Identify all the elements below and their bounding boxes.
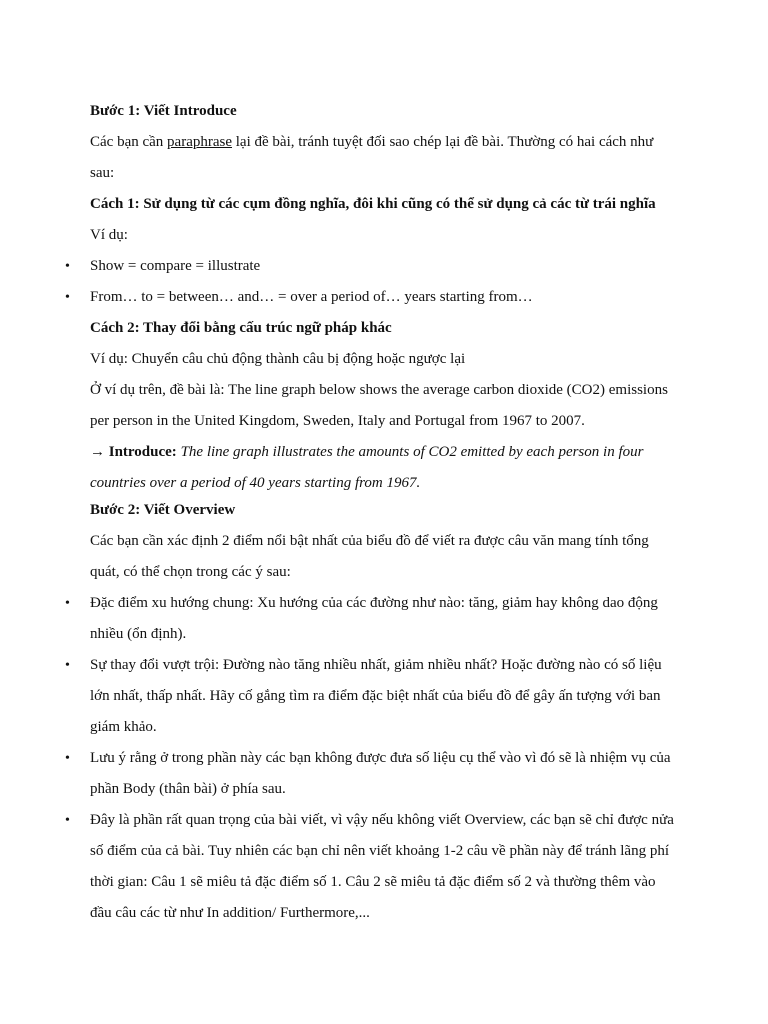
bullet-icon: • — [65, 751, 70, 766]
paraphrase-link[interactable]: paraphrase — [167, 134, 233, 150]
list-item — [65, 588, 690, 650]
step1-intro-line2: sau: — [90, 165, 115, 181]
step2-heading: Bước 2: Viết Overview — [90, 502, 236, 518]
introduce-text: The line graph illustrates the amounts of CO2 emitted by each person in four — [176, 444, 644, 460]
list-item-text: đầu câu các từ như In addition/ Furthermore,... — [90, 905, 370, 921]
bullet-icon: • — [65, 290, 70, 305]
list-item-text: Lưu ý rằng ở trong phần này các bạn không được đưa số liệu cụ thể vào vì đó sẽ là nhiệm vụ của — [90, 750, 671, 766]
list-item-text: số điểm của cả bài. Tuy nhiên các bạn chỉ nên viết khoảng 1-2 câu về phần này để tránh lãng phí — [90, 843, 669, 859]
list-item — [65, 743, 690, 805]
introduce-line1 — [90, 437, 690, 468]
example-label: Ví dụ: — [90, 227, 128, 243]
list-item-text: Show = compare = illustrate — [90, 258, 261, 274]
list-item — [65, 805, 690, 929]
bullet-icon: • — [65, 658, 70, 673]
step2-intro-line2: quát, có thể chọn trong các ý sau: — [90, 564, 291, 580]
prompt-line2: per person in the United Kingdom, Sweden, Italy and Portugal from 1967 to 2007. — [90, 413, 585, 429]
method2-heading: Cách 2: Thay đổi bằng cấu trúc ngữ pháp khác — [90, 320, 392, 336]
bullet-icon: • — [65, 259, 70, 274]
list-item-text: Đặc điểm xu hướng chung: Xu hướng của các đường như nào: tăng, giảm hay không dao động — [90, 595, 658, 611]
introduce-line2: countries over a period of 40 years starting from 1967. — [90, 475, 421, 491]
list-item-text: phần Body (thân bài) ở phía sau. — [90, 781, 286, 797]
list-item-text: lớn nhất, thấp nhất. Hãy cố gắng tìm ra điểm đặc biệt nhất của biểu đồ để gây ấn tượng với ban — [90, 688, 661, 704]
document-page — [65, 96, 690, 929]
step1-heading: Bước 1: Viết Introduce — [90, 103, 237, 119]
prompt-line1: Ở ví dụ trên, đề bài là: The line graph below shows the average carbon dioxide (CO2) emissions — [90, 382, 668, 398]
list-item — [65, 650, 690, 743]
step1-intro-rest: lại đề bài, tránh tuyệt đối sao chép lại đề bài. Thường có hai cách như — [232, 134, 654, 150]
introduce-label: Introduce: — [108, 444, 177, 460]
list-item-text: giám khảo. — [90, 719, 157, 735]
list-item-text: From… to = between… and… = over a period of… years starting from… — [90, 289, 533, 305]
method1-heading: Cách 1: Sử dụng từ các cụm đồng nghĩa, đôi khi cũng có thể sử dụng cả các từ trái nghĩa — [90, 196, 656, 212]
list-item — [65, 251, 690, 282]
list-item-text: thời gian: Câu 1 sẽ miêu tả đặc điểm số 1. Câu 2 sẽ miêu tả đặc điểm số 2 và thường thêm vào — [90, 874, 656, 890]
bullet-icon: • — [65, 596, 70, 611]
step1-intro-prefix: Các bạn cần — [90, 134, 168, 150]
step1-intro-line1 — [90, 127, 690, 158]
step2-intro-line1: Các bạn cần xác định 2 điểm nổi bật nhất của biểu đồ để viết ra được câu văn mang tính tổng — [90, 533, 649, 549]
bullet-icon: • — [65, 813, 70, 828]
list-item-text: nhiều (ổn định). — [90, 626, 187, 642]
list-item — [65, 282, 690, 313]
arrow-right-icon: → — [90, 444, 105, 460]
method2-example: Ví dụ: Chuyển câu chủ động thành câu bị động hoặc ngược lại — [90, 351, 466, 367]
list-item-text: Sự thay đổi vượt trội: Đường nào tăng nhiều nhất, giảm nhiều nhất? Hoặc đường nào có số liệu — [90, 657, 662, 673]
list-item-text: Đây là phần rất quan trọng của bài viết, vì vậy nếu không viết Overview, các bạn sẽ chỉ được nửa — [90, 812, 674, 828]
